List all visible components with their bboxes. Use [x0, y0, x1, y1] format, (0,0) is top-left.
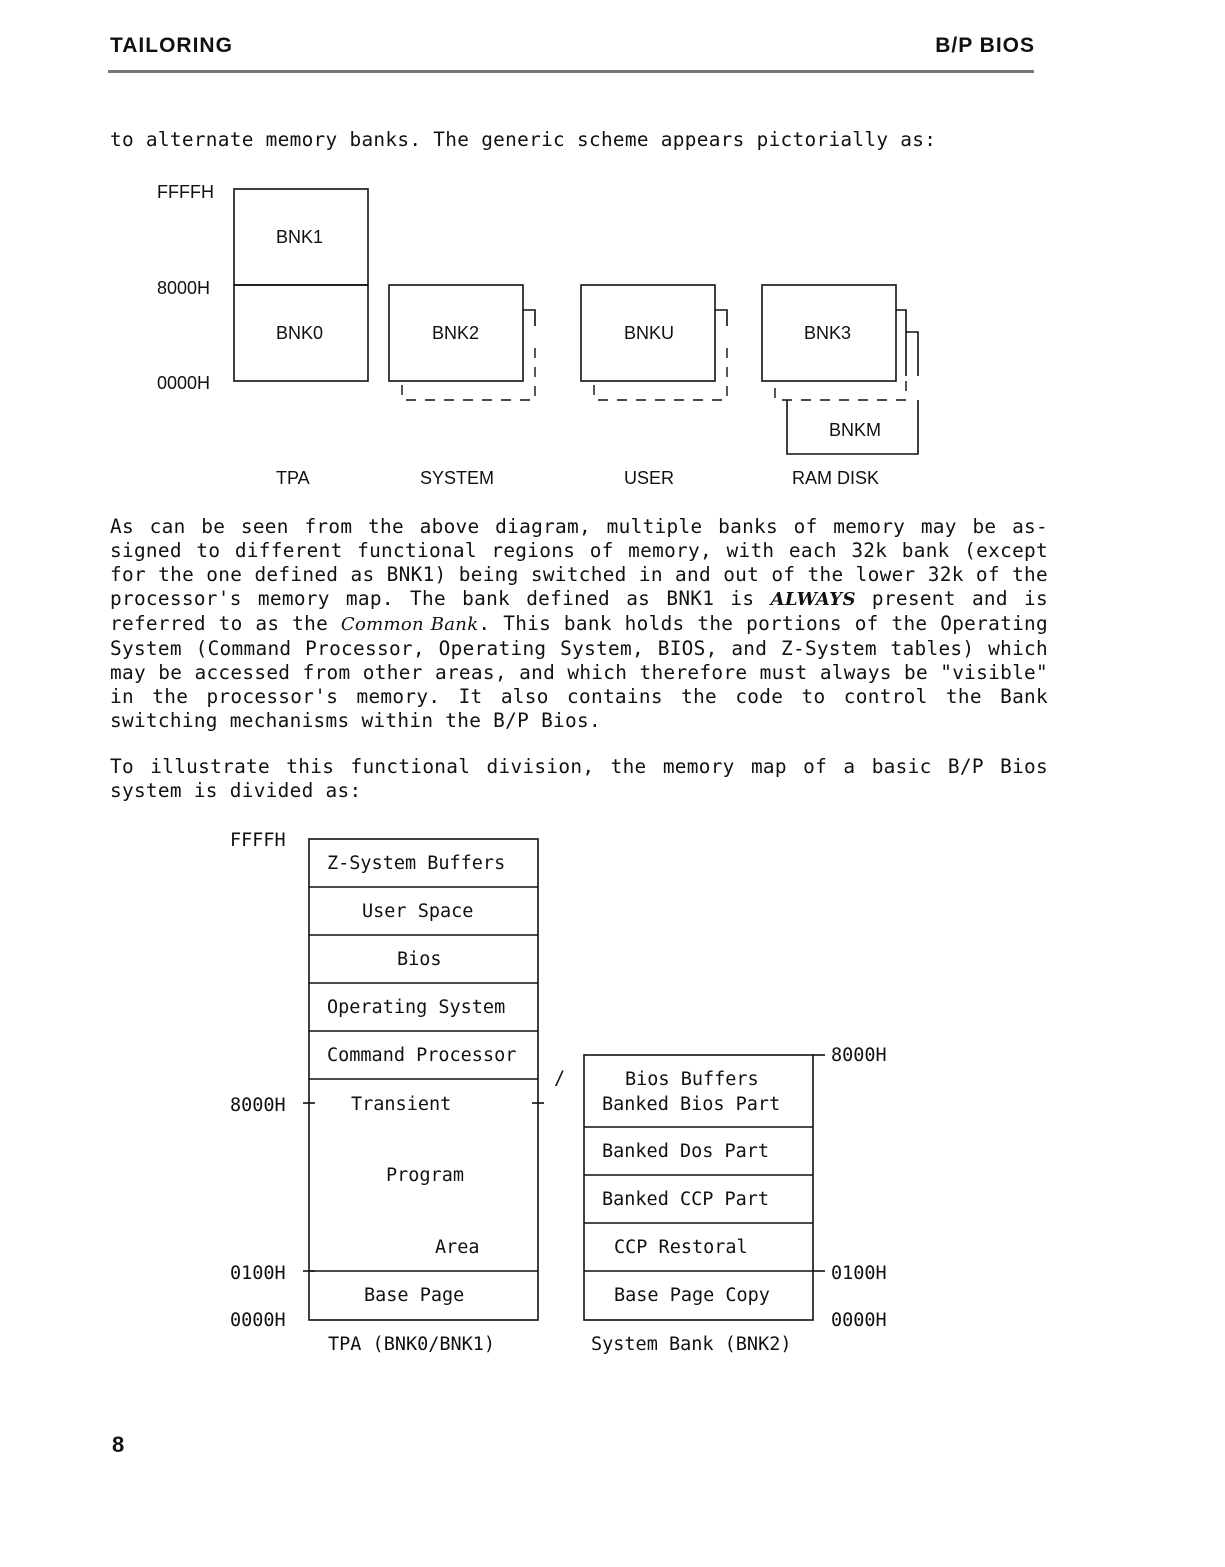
- sys-banked-ccp-part: Banked CCP Part: [602, 1189, 770, 1210]
- tpa-zsystem-buffers: Z-System Buffers: [327, 853, 506, 874]
- sys-addr-8000: 8000H: [831, 1045, 887, 1066]
- intro-text: to alternate memory banks. The generic scheme appears pictorially as:: [110, 128, 937, 151]
- tpa-command-processor: Command Processor: [327, 1045, 517, 1066]
- para1-text-c: . This bank holds the portions of the Operating System (Command Processor, Operating System, BIOS, and Z-System tables) which may be accessed from other areas, and which therefore must always be "visible" in the processor's memory. It also contains the code to control the Bank switching mechanisms within the B/P Bios.: [110, 612, 1048, 732]
- tpa-operating-system: Operating System: [327, 997, 506, 1018]
- header-section-title: TAILORING: [110, 34, 233, 57]
- tpa-caption: TPA (BNK0/BNK1): [328, 1334, 496, 1355]
- system-bank-memory-map: [584, 1045, 887, 1355]
- tpa-addr-8000: 8000H: [230, 1095, 286, 1116]
- bnku-label: BNKU: [624, 323, 675, 343]
- paragraph-functional-division: To illustrate this functional division, the memory map of a basic B/P Bios system is divided as:: [110, 755, 1048, 802]
- sys-caption: System Bank (BNK2): [591, 1334, 792, 1355]
- diagram1-addr-ffff: FFFFH: [157, 182, 214, 202]
- sys-base-page-copy: Base Page Copy: [614, 1285, 770, 1306]
- caption-system: SYSTEM: [420, 468, 495, 488]
- para1-always: ALWAYS: [770, 589, 856, 610]
- sys-banked-dos-part: Banked Dos Part: [602, 1141, 770, 1162]
- page-number: 8: [112, 1432, 125, 1457]
- bnkm-label: BNKM: [829, 420, 882, 440]
- tpa-bios: Bios: [397, 949, 442, 970]
- tpa-addr-0000: 0000H: [230, 1310, 286, 1331]
- sys-banked-bios-part: Banked Bios Part: [602, 1094, 781, 1115]
- diagram2-slash: /: [554, 1068, 566, 1089]
- sys-ccp-restoral: CCP Restoral: [614, 1237, 748, 1258]
- caption-ram-disk: RAM DISK: [792, 468, 880, 488]
- bnk2-label: BNK2: [432, 323, 480, 343]
- diagram1-addr-8000: 8000H: [157, 278, 211, 298]
- tpa-area: Area: [435, 1237, 480, 1258]
- para1-text-b: present and is referred to as the: [110, 587, 1048, 635]
- para1-text-a: As can be seen from the above diagram, multiple banks of memory may be as-signed to different functional regions of memory, with each 32k bank (except for the one defined as BNK1) being switched in and out of the lower 32k of the processor's memory map. The bank defined as BNK1 is: [110, 515, 1048, 610]
- tpa-memory-map: [230, 830, 544, 1355]
- sys-bios-buffers: Bios Buffers: [625, 1069, 759, 1090]
- bnk3-label: BNK3: [804, 323, 852, 343]
- bnk0-label: BNK0: [276, 323, 324, 343]
- diagram1-addr-0000: 0000H: [157, 373, 211, 393]
- tpa-addr-ffff: FFFFH: [230, 830, 286, 851]
- tpa-base-page: Base Page: [364, 1285, 465, 1306]
- tpa-user-space: User Space: [362, 901, 474, 922]
- paragraph-bank-explanation: [110, 515, 1048, 733]
- header-document-title: B/P BIOS: [935, 34, 1035, 57]
- caption-user: USER: [624, 468, 675, 488]
- sys-addr-0000: 0000H: [831, 1310, 887, 1331]
- tpa-transient: Transient: [351, 1094, 452, 1115]
- bnk1-label: BNK1: [276, 227, 324, 247]
- tpa-program: Program: [386, 1165, 464, 1186]
- caption-tpa: TPA: [276, 468, 310, 488]
- para1-common-bank: Common Bank: [340, 614, 479, 635]
- sys-addr-0100: 0100H: [831, 1263, 887, 1284]
- tpa-addr-0100: 0100H: [230, 1263, 286, 1284]
